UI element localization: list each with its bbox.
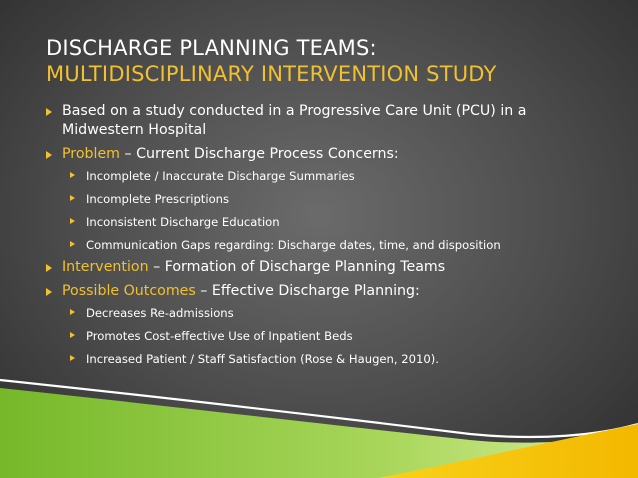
bullet-intervention bbox=[46, 258, 606, 277]
sub-bullet-item bbox=[70, 191, 606, 207]
triangle-right-icon bbox=[70, 172, 75, 178]
sub-bullet-item bbox=[70, 328, 606, 344]
bullet-problem bbox=[46, 145, 606, 164]
triangle-right-icon bbox=[70, 332, 75, 338]
sub-bullet-item bbox=[70, 214, 606, 230]
bullet-intervention-text: – Formation of Discharge Planning Teams bbox=[148, 259, 446, 275]
triangle-right-icon bbox=[70, 355, 75, 361]
sub-bullet-text: Promotes Cost-effective Use of Inpatient Beds bbox=[86, 329, 353, 343]
bullet-study bbox=[46, 102, 606, 140]
sub-bullet-item bbox=[70, 237, 606, 253]
sub-bullet-text: Incomplete Prescriptions bbox=[86, 192, 230, 206]
sub-bullet-text: Communication Gaps regarding: Discharge dates, time, and disposition bbox=[86, 238, 501, 252]
slide-content bbox=[46, 102, 606, 367]
slide-title: DISCHARGE PLANNING TEAMS: bbox=[46, 36, 377, 60]
bullet-outcomes-text: – Effective Discharge Planning: bbox=[195, 283, 420, 299]
sub-bullet-text: Inconsistent Discharge Education bbox=[86, 215, 280, 229]
bullet-intervention-label: Intervention bbox=[62, 259, 149, 275]
bullet-problem-text: – Current Discharge Process Concerns: bbox=[120, 146, 399, 162]
bullet-outcomes bbox=[46, 282, 606, 301]
bullet-outcomes-label: Possible Outcomes bbox=[62, 283, 196, 299]
triangle-right-icon bbox=[46, 264, 52, 272]
triangle-right-icon bbox=[70, 218, 75, 224]
bullet-study-text: Based on a study conducted in a Progressive Care Unit (PCU) in a Midwestern Hospital bbox=[62, 103, 527, 138]
triangle-right-icon bbox=[46, 108, 52, 116]
triangle-right-icon bbox=[70, 241, 75, 247]
triangle-right-icon bbox=[70, 195, 75, 201]
bullet-problem-label: Problem bbox=[62, 146, 121, 162]
sub-bullet-item bbox=[70, 168, 606, 184]
sub-bullet-item bbox=[70, 351, 606, 367]
sub-bullet-text: Increased Patient / Staff Satisfaction (Rose & Haugen, 2010). bbox=[86, 352, 439, 366]
triangle-right-icon bbox=[46, 288, 52, 296]
triangle-right-icon bbox=[70, 309, 75, 315]
triangle-right-icon bbox=[46, 151, 52, 159]
slide-subtitle: MULTIDISCIPLINARY INTERVENTION STUDY bbox=[46, 62, 497, 86]
sub-bullet-item bbox=[70, 305, 606, 321]
sub-bullet-text: Incomplete / Inaccurate Discharge Summaries bbox=[86, 169, 355, 183]
sub-bullet-text: Decreases Re-admissions bbox=[86, 306, 234, 320]
